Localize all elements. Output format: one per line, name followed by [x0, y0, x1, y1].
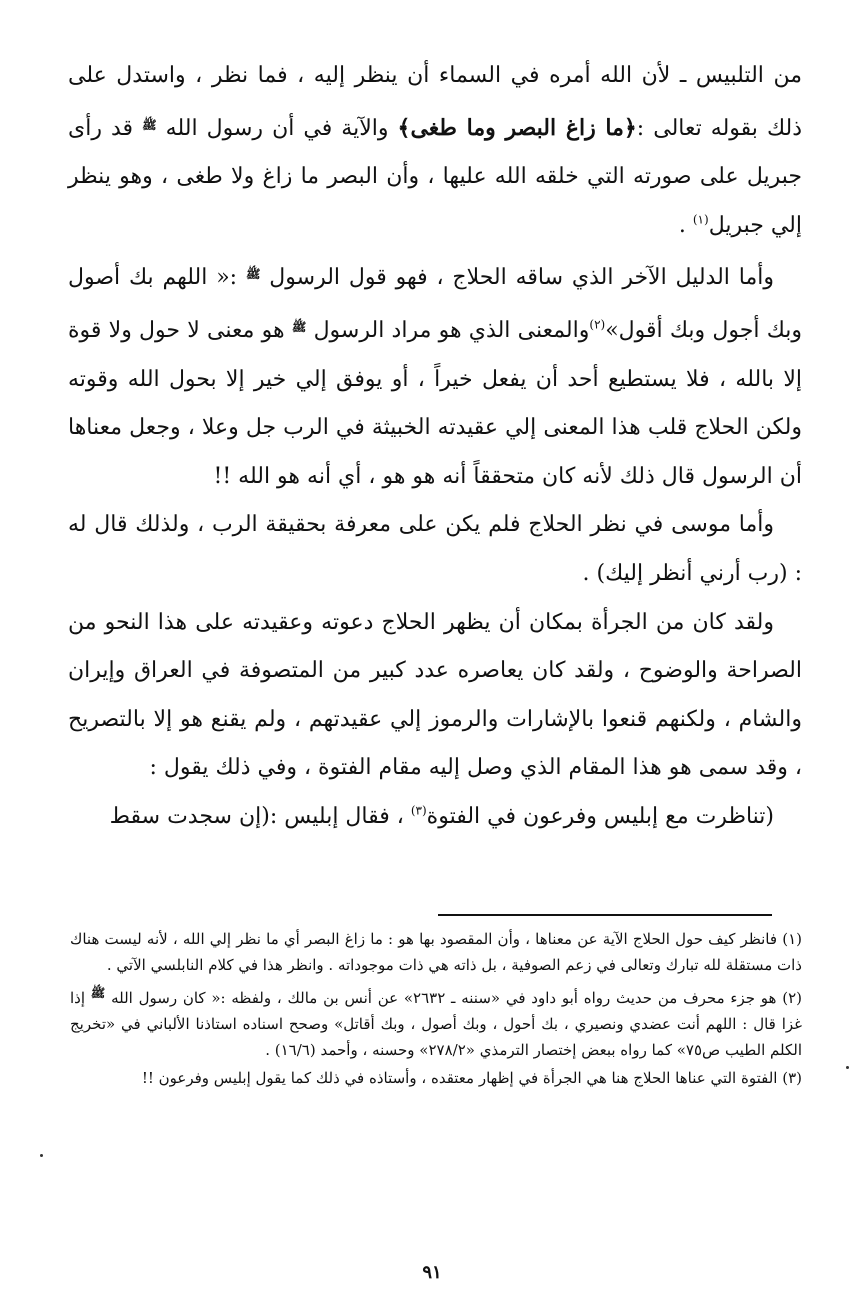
- paragraph-4: ولقد كان من الجرأة بمكان أن يظهر الحلاج دعوته وعقيدته على هذا النحو من الصراحة والوضوح ، ولقد كان يعاصره عدد كبير من المتصوفة في العراق وإيران والشام ، ولكنهم قنعوا بالإشارات والرموز إلي عقيدتهم ، ولم يقنع هو إلا بالتصريح ، وقد سمى هو هذا المقام الذي وصل إليه مقام الفتوة ، وفي ذلك يقول :: [68, 609, 802, 781]
- footnotes: [70, 926, 802, 1093]
- paragraph-2-text-d: هو معنى لا حول ولا قوة إلا بالله ، فلا يستطيع أحد أن يفعل خيراً ، أو يوفق إلي خير إلا بحول الله وقوته ولكن الحلاج قلب هذا المعنى إلي عقيدته الخبيثة في الرب جل وعلا ، وجعل معناها أن الرسول قال ذلك لأنه كان متحققاً أنه هو هو ، أي أنه هو الله !!: [68, 317, 802, 489]
- paragraph-3: وأما موسى في نظر الحلاج فلم يكن على معرفة بحقيقة الرب ، ولذلك قال له : (رب أرني أنظر إليك) .: [68, 512, 802, 586]
- footnote-2: [70, 980, 802, 1063]
- paragraph-1-text: من التلبيس ـ لأن الله أمره في السماء أن ينظر إليه ، فما نظر ، واستدل على ذلك بقوله تعالى :: [68, 63, 802, 141]
- paragraph-5-text-a: (تناظرت مع إبليس وفرعون في الفتوة: [426, 803, 774, 829]
- page-number: ٩١: [422, 1262, 442, 1283]
- scan-speck: [40, 1154, 43, 1157]
- footnote-ref-2[interactable]: (٢): [589, 317, 606, 332]
- footnote-2-text-b: إذا غزا قال : اللهم أنت عضدي ونصيري ، بك أحول ، وبك أصول ، وبك أقاتل» وصحح اسناده استاذنا الألباني في «تخريج الكلم الطيب ص٧٥» كما رواه ببعض إختصار الترمذي «٢٧٨/٢» وحسنه ، وأحمد (١٦/٦) .: [70, 989, 802, 1059]
- paragraph-2-text-a: وأما الدليل الآخر الذي ساقه الحلاج ، فهو قول الرسول: [260, 265, 774, 291]
- footnote-ref-3[interactable]: (٣): [410, 803, 427, 818]
- salawat-glyph: ﷺ: [291, 319, 307, 334]
- paragraph-1-end: .: [678, 212, 693, 238]
- footnote-divider: [438, 914, 772, 916]
- footnote-2-text-a: (٢) هو جزء محرف من حديث رواه أبو داود في «سننه ـ ٢٦٣٢» عن أنس بن مالك ، ولفظه :« كان رسول الله: [105, 989, 802, 1007]
- scan-speck: [846, 1066, 849, 1069]
- paragraph-5: [68, 793, 802, 842]
- paragraph-5-text-b: ، فقال إبليس :(إن سجدت سقط: [109, 803, 411, 829]
- quran-quote: ﴿ما زاغ البصر وما طغى﴾: [397, 114, 637, 141]
- footnote-1: (١) فانظر كيف حول الحلاج الآية عن معناها ، وأن المقصود بها هو : ما زاغ البصر أي ما نظر إلي الله ، لأنه ليست هناك ذات مستقلة لله تبارك وتعالى في زعم الصوفية ، بل ذاته هي ذات موجوداته . وانظر هذا في كلام النابلسي الآتي .: [70, 930, 802, 974]
- paragraph-2-text-c: والمعنى الذي هو مراد الرسول: [306, 317, 590, 343]
- paragraph-1: [68, 52, 802, 250]
- paragraph-2: [68, 250, 802, 501]
- paragraph-1-text-b: والآية في أن رسول الله: [156, 115, 398, 141]
- main-text: [68, 52, 802, 842]
- salawat-glyph: ﷺ: [245, 267, 261, 282]
- footnote-3: (٣) الفتوة التي عناها الحلاج هنا هي الجرأة في إظهار معتقده ، وأستاذه في ذلك كما يقول إبليس وفرعون !!: [141, 1069, 802, 1087]
- paragraph-1-text-c: قد رأى جبريل على صورته التي خلقه الله عليها ، وأن البصر ما زاغ ولا طغى ، وهو ينظر إلي جبريل: [68, 115, 802, 238]
- footnote-ref-1[interactable]: (١): [692, 212, 709, 227]
- salawat-glyph: ﷺ: [90, 986, 106, 1000]
- salawat-glyph: ﷺ: [142, 117, 157, 132]
- hadith-quote: :« اللهم بك أصول وبك أجول وبك أقول»: [68, 265, 802, 343]
